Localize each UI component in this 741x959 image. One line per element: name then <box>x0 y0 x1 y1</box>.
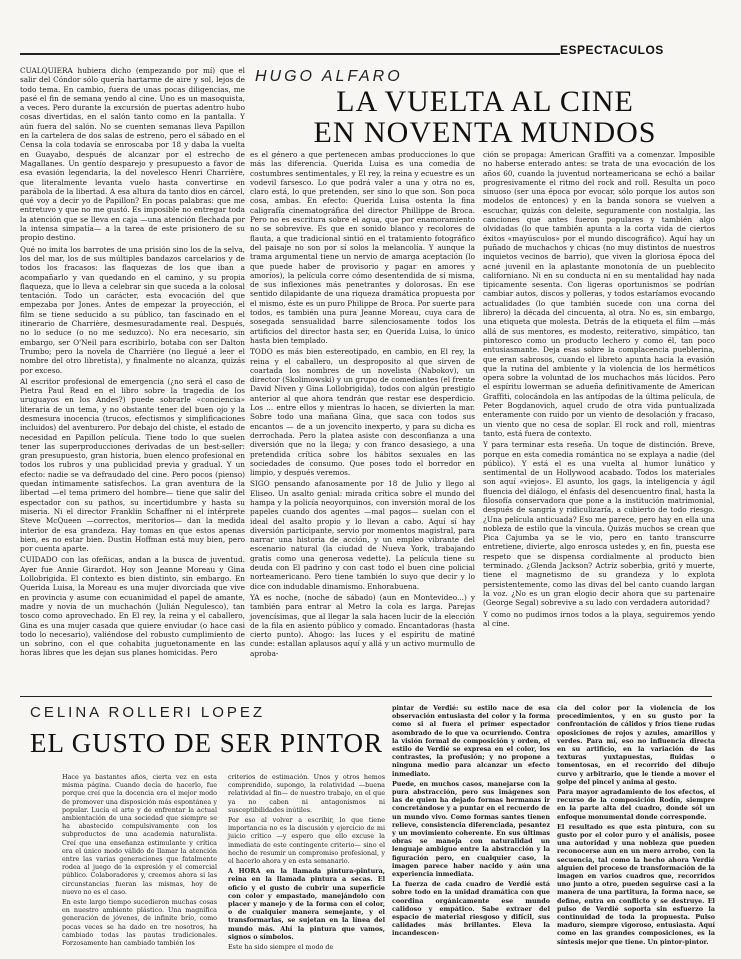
paragraph: Al escritor profesional de emergencia (¿no será el caso de Pietra Paul Read en el libro sobre la tragedia de los uruguayos en los Andes?) puede sobrarle «conciencia» literaria de un tema, y no obstante tener del buen ojo y la desmesura inocencia (trucos, efectismos y simplificaciones incluidos) del aventurero. Por debajo del chiste, el estado de necesidad en Papillon película. Tiene todo lo que suelen tener las superproducciones derivadas de un best-seller: gran presupuesto, gran historia, buen elenco profesional en todos los rubros y una publicidad previa y gradual. Y un efecto: nadie se va defraudado del cine. Pero pocos (pienso) quedan íntimamente satisfechos. La gran aventura de la libertad —el tema primero del hombre— tiene que salir del espectador con su pathos, su incertidumbre y hasta su miseria. Ni el director Franklin Schaffner ni el intérprete Steve McQueen —correctos, meritorios— dan la medida interior de esa grandeza. Hay tomas en que estos apenas bien, es no estar bien. Dustin Hoffman está muy bien, pero por cuenta aparte. <box>20 376 245 554</box>
article1-column-1 <box>20 66 245 694</box>
article2-author: CELINA ROLLERI LOPEZ <box>30 704 266 721</box>
section-label: ESPECTACULOS <box>560 43 664 57</box>
paragraph: La fuerza de cada cuadro de Verdié está sobre todo en la unidad dramática con que coordina orgánicamente ese mundo calidoso y empático. Sabe extraer del espacio de material riesgoso y difícil, sus calidades más brillantes. Eleva la incandescen- <box>392 880 550 938</box>
paragraph: cia del color por la violencia de los procedimientos, y en su gusto por la confrontación de cálidos y fríos tiene rudas oposiciones de rojos y azules, amarillos y verdes. Para mí, eso no influencia directa en su artificio, en la variación de las texturas yuxtapuestas, fluidas o tomentosas, en el recorrido del dibujo curvo y arbitrario, que le tiende a mover el golpe del pincel y anima al gesto. <box>557 704 715 786</box>
article1-column-2 <box>250 150 475 693</box>
paragraph: A HORA en la llamada pintura-pintura, reina en la llamada pintura a secas. El oficio y el gusto de cubrir una superficie con color y empastado, manejándolo con placer y manejo y de la forma con el color, o de cualquier manera semejante, y el transformarlas, se sujetan en la línea del mundo más. Ahí la pintura que vamos, signos o símbolos. <box>228 867 385 941</box>
paragraph: Y como no pudimos irnos todos a la playa, seguiremos yendo al cine. <box>483 609 715 628</box>
article2-column-2 <box>228 773 385 952</box>
paragraph: CUALQUIERA hubiera dicho (empezando por mí) que el salir del Cóndor sólo quería hartarme de aire y sol, lejos de todo tema. En cambio, fuera de unas pocas diligencias, me pasé el fin de semana yendo al cine. Uno es un masoquista, a veces. Pero durante la excursión de puertas adentro hubo cosas divertidas, en el salón tanto como en la pantalla. Y aún fuera del salón. No se cuenten semanas lleva Papillon en la cartelera de dos salas de estreno, pero el sábado en el Censa la cola todavía se enroscaba por 18 y daba la vuelta en Guayabo, después de alcanzar por el estrecho de Magallanes. Un gentío desparejo y presupuesto a favor de esa evasión legendaria, la del novelesco Henri Charrière, que literalmente levanta vuelo hasta convertirse en parábola de la libertad. A esa altura da tanto dios en cárcel, qué voy a decir yo de Papillon? En pocas palabras: que me entretuvo y que no me gustó. Es imposible no entregar toda la atención que se lleva en caja —una atención flechada por la intensa simpatía— a la tarea de este prisionero de su propio destino. <box>20 66 245 243</box>
title-line-2: EN NOVENTA MUNDOS <box>313 116 657 149</box>
paragraph: SIGO pensando afanosamente por 18 de Julio y llego al Eliseo. Un asalto genial: mirada crítica sobre el mundo del hampa y la policía neoyorquinos, con inversión moral de los papeles cuando dos agentes —mal pagos— suelan con el ideal del asalto propio y lo llevan a cabo. Aquí sí hay diversión participante, servio por momentos magistral, para narrar una historia de acción, y un empleo vibrante del escenario natural (la ciudad de Nueva York, trabajando gratis como una generosa vedette). La película tiene su deuda con El padrino y con cast todo el buen cine policial norteamericano. Pero tiene también lo suyo que decir y lo dice con indudable dinamismo. Enhorabuena. <box>250 479 475 591</box>
paragraph: TODO es más bien estereotipado, en cambio, en El rey, la reina y el caballero, un desproposito al que sirven de coartada los nombres de un novelista (Nabokov), un director (Skolimowski) y un grupo de comediantes (el frente David Niven y Gina Lollobrigida), todos con algún prestigio anterior al que ahora tendrán que restar ese desperdicio. Los ... entre ellos y mientras lo hacen, se divierten la mar. Sobre todo una mañana Gina, que saca con todos sus encantos — de a un jovencito inexperto, y para su dicha es derrochada. Pero la platea asiste con desconfianza a una diversión que no la llega; y con franco desasiego, a una pretendida crítica sobre los hábitos sexuales en las sociedades de consumo. Que poses todo el borredor en limpio, y después veremos. <box>250 347 475 478</box>
paragraph: CUIDADO con las ofeñicas, andan a la busca de juventud. Ayer fue Annie Girardot. Hoy son Jeanne Moreau y Gina Lollobrigida. El contexto es bien distinto, sin embargo. En Querida Luisa, la Moreau es una mujer divorciada que vive en provincia y asume con ecuanimidad el papel de amante, madre y novia de un muchachón (Julián Negulesco), tan tosco como aprovechado. En El rey, la reina y el caballero, Gina es una mujer casada que quiere enviudar (o hace casi todo lo necesario), valiéndose del robusto cumplimiento de un sobrino, con el que cohabita juguetonamente en las horas libres que les dejan sus planes homicidas. Pero <box>20 555 245 658</box>
paragraph: El resultado es que esta pintura, con su gusto por el color puro y el análisis, posee una autoridad y una nobleza que pueden reconocerse aun en un mero arrobo, con la secuencia, tal como la hecho ahora Verdié alguien del proceso de transformación de la imagen en varios cuadros que, recorridos uno junto a otro, pueden seguirse casi a la manera de una partitura, la forma nace, se define, entra en conflicto y se destruye. El pulso de Verdié soporta sin esfuerzo la continuidad de toda la propuesta. Pulso maduro, siempre vigoroso, entusiasta. Aquí como en las grandes composiciones, es la síntesis mejor que tiene. Un pintor-pintor. <box>557 822 715 946</box>
paragraph: Este ha sido siempre el modo de <box>228 943 334 952</box>
paragraph: En este largo tiempo sucedieron muchas cosas en nuestro ambiente plástico. Una magnífica generación de jóvenes, de infinite brío, como pocas veces se ha dado en tre nosotros, ha cambiado todas las pautas tradicionales. Forzosamente han cambiado también los <box>62 898 217 948</box>
paragraph: Qué no imita los barrotes de una prisión sino los de la selva, los del mar, los de sus múltiples bandazos carcelarios y de todos los fracasos: las flaquezas de los que iban a acompañarlo y van quedando en el camino, y su propia flaqueza, que lo lleva a celebrar sin que suceda a la colosal tentación. Todo un carácter, esta evocación del que empezaba por Jones. Antes de empezar la proyección, el film se tiene seducido a su público, tan fascinado en el itinerario de Charrière, desmesuradamente real. Después, no lo seduce (o no me seduzco). No era necesario, sin embargo, ser O'Neil para escribirlo, botaba con ser Dalton Trumbo; pero la novela de Charrière (no llegué a leer el nombre del otro libretista), y finalmente no alcanza, quizás por exceso. <box>20 244 245 375</box>
article2-column-3 <box>392 704 550 944</box>
paragraph: pintar de Verdié: su estilo nace de esa observación entusiasta del color y la forma como si al fuera el primer espectador asombrado de lo que va ocurriendo. Contra la visión formal de composición y orden, el estilo de Verdié se expresa en el color, los contrastes, la profusión; y no propone a ninguna medio para alcanzar un efecto inmediato. <box>392 704 550 778</box>
paragraph: Y para terminar esta reseña. Un toque de distinción. Breve, porque en esta comedia romántica no se explaya a nadie (del público). Y está el es una vuelta al humor lunático y sentimental de un Hollywood acabado. Todos los materiales son aquí «viejos». El asunto, los gags, la inteligencia y ágil fluencia del diálogo, el énfasis del desencuentro final, hasta la filosofía conservadora que pone a la institución matrimonial, después de sangría y ridiculizaría, a cubierto de todo riesgo. ¿Una película anticuada? Eso me parece, pero hay en ella una nobleza de estilo que la vincula. Quizás muchos se crean que Pica Cajumba ya se le vio, pero en tanto transcurre entretiene, divierte, algo enrosca ustedes y, en fin, puesta ese respeto que se dispensa cordialmente al producto bien terminado. ¿Glenda Jackson? Actriz soberbia, gritó y muerte, tiene el magnetismo de su grandeza y lo explota persistentemente, como las divas del bel canto cuando largan la voz. ¿No es un gran elogio decir ahora que su partenaire (George Segal) sobrevive a su lado con verdadera autoridad? <box>483 440 715 608</box>
paragraph: Por eso al volver a escribir, lo que tiene importancia no es la discusión y ejercicio de mi juicio crítico —y espero que ello excuse la inmediata de este contingente criterio— sino el hecho de resumir un compromiso profesional, y el hacerlo ahora y en esta semanario. <box>228 816 385 866</box>
paragraph: YA es noche, (noche de sábado) (aun en Montevideo...) y también para entrar al Metro la cola es larga. Parejas jovencísimas, que al llegar la sala hacen lucir de la elección de la fila en asiento público y comado. Encantadoras (hasta cierto punto). Ahogo: las luces y el espíritu de matiné cunde: estallan aplausos aquí y allá y un activo murmullo de aproba- <box>250 592 475 658</box>
article1-author: HUGO ALFARO <box>255 68 403 85</box>
paragraph: criterios de estimación. Unos y otros hemos comprendido, supongo, la relatividad —buena relatividad al fin— de nuestro trabajo, en el que ya no caben ni antagonismos ni susceptibilidades inútiles. <box>228 773 385 814</box>
article1-column-3 <box>483 150 715 693</box>
article1-title <box>250 86 720 148</box>
article2-title: EL GUSTO DE SER PINTOR <box>30 728 384 758</box>
paragraph: ción se propaga: American Graffiti va a comenzar. Imposible no haberse enterado antes: se trata de una evocación de los años 60, cuando la juventud norteamericana se echó a bailar progresivamente el ritmo del rock and roll. Resulta un poco sinuoso (ser una época por evocar, sólo porque los autos son modelos de entonces) y en la banda sonora se vuelven a escuchar, quizás con deleite, seguramente con nostalgia, las canciones que antes fueron populares y también algo olvidadas (lo que también apunta a la corta vida de ciertos éxitos «mayúsculos» por el mundo discográfico). Aquí hay un puñado de muchachos y chicas (no muy distintos de nuestros inquietos vecinos de barrio), que viven la gloriosa época del acné juvenil en la aplastante monotonía de un pueblecito californiano. Ni en su conducta ni en su mentalidad hay nada tipicamente sesenta. Con ligeras oportunismos se podrían cambiar autos, discos y polleras, y todos estaríamos evocando actualidades (lo que también sucede con una corna del librero) la década del cincuenta, al otra. No es, sin embargo, una etiqueta que molesta. Detrás de la etiqueta el film —más allá de sus mentores, es modesto, reiterativo, simpático, tan pintoresco como un producto lechero y como él, tan poco entusiasmante. Deja esas sobre la complacencia pueblerina, que eran sabrosos, cuando el libreto apunta hacia la evasión que la rutina del ambiente y la violencia de los herméticos opera sobre la voluntad de los muchachos más lúcidos. Pero el espíritu lowerman se adueña definitivamente de American Graffiti, colocándola en las antípodas de la última película, de Peter Bogdanovich, aquel crudo de otra vida puntualizada enteramente con ruido por un viento de desolación y fracaso, un viento que no cesa de soplar. El rock and roll, mientras tanto, está fuera de contexto. <box>483 150 715 438</box>
paragraph: es el género a que pertenecen ambas producciones lo que más las diferencia. Querida Luisa es una comedia de costumbres sentimentales, y El rey, la reina y ecuestre es un vodevil farsesco. Lo que podrá valer a una y otra no es, claro está, lo que pretenden, ser sino lo que son. Son poca cosa, ambas. En efecto: Querida Luisa ostenta la fina caligrafía cinematográfica del director Phillippe de Broca. Pero no es escritura sobre el agua, que por enamoramiento no se sobrevive. Es que en sonido blanco y recolores de flauta, a que tradicional sintió en el tratamiento fotográfico del paisaje no son por sí solos la melancolía. Y aunque la trama argumental tiene un nervio de amarga aceptación (lo que puede haber de provisorio y pagar en amores y amoríos), la película corre cómo desentendida de sí misma, de sus inflexiones más penetrantes y dolorosas. En ese sentido dilapidante de una riqueza dramática propuesta por el mismo, éste es un puro Philippe de Broca. Por suerte para todos, es también una pura Jeanne Moreau, cuya cara de sosegada sensualidad barre silenciosamente todos los artificios del director hasta ser, en Querida Luisa, lo único hasta bien templado. <box>250 150 475 345</box>
article2-column-4 <box>557 704 715 944</box>
article-divider <box>20 696 712 697</box>
paragraph: Puede, en muchos casos, manejarse con la pura abstracción, pero sus imágenes son las de quien ha dejado formas hermanas ir concretándose y a puntar en el recuerdo de un mundo vivo. Como formas santes tienen relieve, consistencia diferenciada, pesantez y un movimiento coherente. En sus últimas obras se maneja con naturalidad un lenguaje ambiguo entre la abstracción y la figuración pero, en cualquier caso, la imagen parece haber nacido y aún una experiencia inmediata. <box>392 779 550 879</box>
header-rule <box>20 53 560 55</box>
title-line-1: LA VUELTA AL CINE <box>336 85 634 118</box>
paragraph: Hace ya bastantes años, cierta vez en esta misma página. Cuando decía de hacerlo, fue porque creí que la docencia era el mejor modo de promover una disposición más espontánea y popular. Lucía el arte y de enfrentar la actual ambientación de una sociedad que siempre se ha abastecido compulsivamente con los subproductos de una academia naturalista. Creí que una enseñanza estimulante y crítica era el único modo válido de llamar la atención entre las varias generaciones que fatalmente rodea al juego de la expresión y el comercial público. Colaboradores y, creemos ahora si las circunstancias fueran las mismas, hoy de nuevo no es el caso. <box>62 773 217 896</box>
paragraph: Para mayor agradamiento de los efectos, el recurso de la composición Rodín, siempre en la parte alta del cuadro, donde sól un enfoque monumental donde corresponde. <box>557 788 715 821</box>
article2-column-1 <box>62 773 217 948</box>
